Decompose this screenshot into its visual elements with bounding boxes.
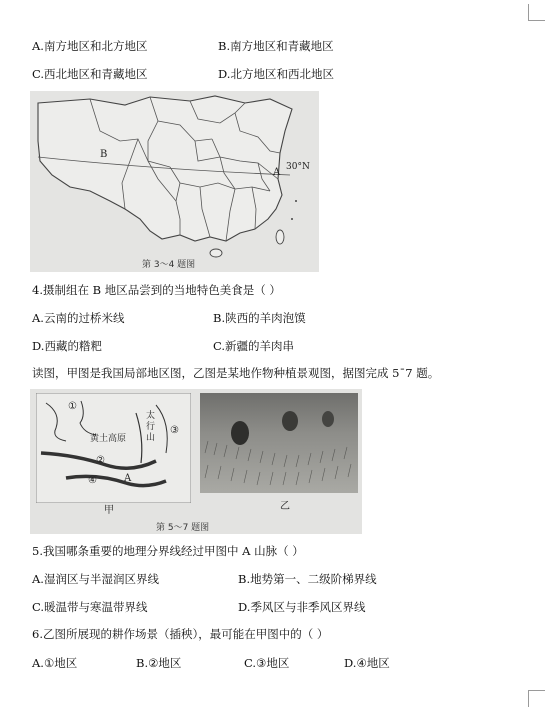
q6-option-c: C.③地区 bbox=[244, 656, 290, 670]
corner-mark-bottom-right bbox=[528, 690, 545, 707]
map-label-30n: 30°N bbox=[286, 162, 310, 172]
jia-taihang-label: 太行山 bbox=[146, 411, 156, 443]
jia-label-a: A bbox=[124, 473, 132, 484]
q4-option-b: B.陕西的羊肉泡馍 bbox=[213, 311, 306, 325]
yi-photo bbox=[200, 393, 358, 493]
jia-circle-3: ③ bbox=[170, 425, 179, 436]
q6-option-b: B.②地区 bbox=[136, 656, 182, 670]
intro-text: 读图，甲图是我国局部地区图，乙图是某地作物种植景观图，据图完成 5ˉ7 题。 bbox=[32, 366, 440, 380]
jia-map-drawing bbox=[36, 393, 191, 503]
figure-regional-map-and-photo bbox=[30, 389, 362, 534]
q3-option-b: B.南方地区和青藏地区 bbox=[218, 39, 334, 53]
q3-option-c: C.西北地区和青藏地区 bbox=[32, 67, 148, 81]
q3-option-d: D.北方地区和西北地区 bbox=[218, 67, 334, 81]
yi-photo-drawing bbox=[200, 393, 358, 493]
map-label-a: A bbox=[273, 167, 281, 178]
q6-option-d: D.④地区 bbox=[344, 656, 390, 670]
jia-circle-2: ② bbox=[96, 455, 105, 466]
figure1-caption: 第 3～4 题图 bbox=[142, 260, 196, 270]
jia-loess-label: 黄土高原 bbox=[90, 434, 127, 444]
q4-option-d: D.西藏的糌粑 bbox=[32, 339, 102, 353]
q4-option-c: C.新疆的羊肉串 bbox=[213, 339, 295, 353]
jia-circle-1: ① bbox=[68, 401, 77, 412]
q5-option-d: D.季风区与非季风区界线 bbox=[238, 600, 366, 614]
figure-china-map bbox=[30, 91, 319, 272]
q3-option-a: A.南方地区和北方地区 bbox=[32, 39, 148, 53]
jia-circle-4: ④ bbox=[88, 475, 97, 486]
q6-stem: 6.乙图所展现的耕作场景（插秧），最可能在甲图中的（ ） bbox=[32, 627, 329, 641]
china-map-drawing bbox=[30, 91, 319, 272]
map-label-b: B bbox=[100, 149, 108, 160]
q5-option-a: A.湿润区与半湿润区界线 bbox=[32, 572, 159, 586]
q5-option-c: C.暖温带与寒温带界线 bbox=[32, 600, 148, 614]
q5-stem: 5.我国哪条重要的地理分界线经过甲图中 A 山脉（ ） bbox=[32, 544, 304, 558]
figure2-caption: 第 5～7 题图 bbox=[156, 523, 210, 533]
q4-stem: 4.摄制组在 B 地区品尝到的当地特色美食是（ ） bbox=[32, 283, 281, 297]
yi-label: 乙 bbox=[280, 501, 290, 512]
jia-label: 甲 bbox=[104, 505, 114, 516]
q5-option-b: B.地势第一、二级阶梯界线 bbox=[238, 572, 377, 586]
corner-mark-top-right bbox=[528, 4, 545, 21]
q6-option-a: A.①地区 bbox=[32, 656, 78, 670]
q4-option-a: A.云南的过桥米线 bbox=[32, 311, 125, 325]
